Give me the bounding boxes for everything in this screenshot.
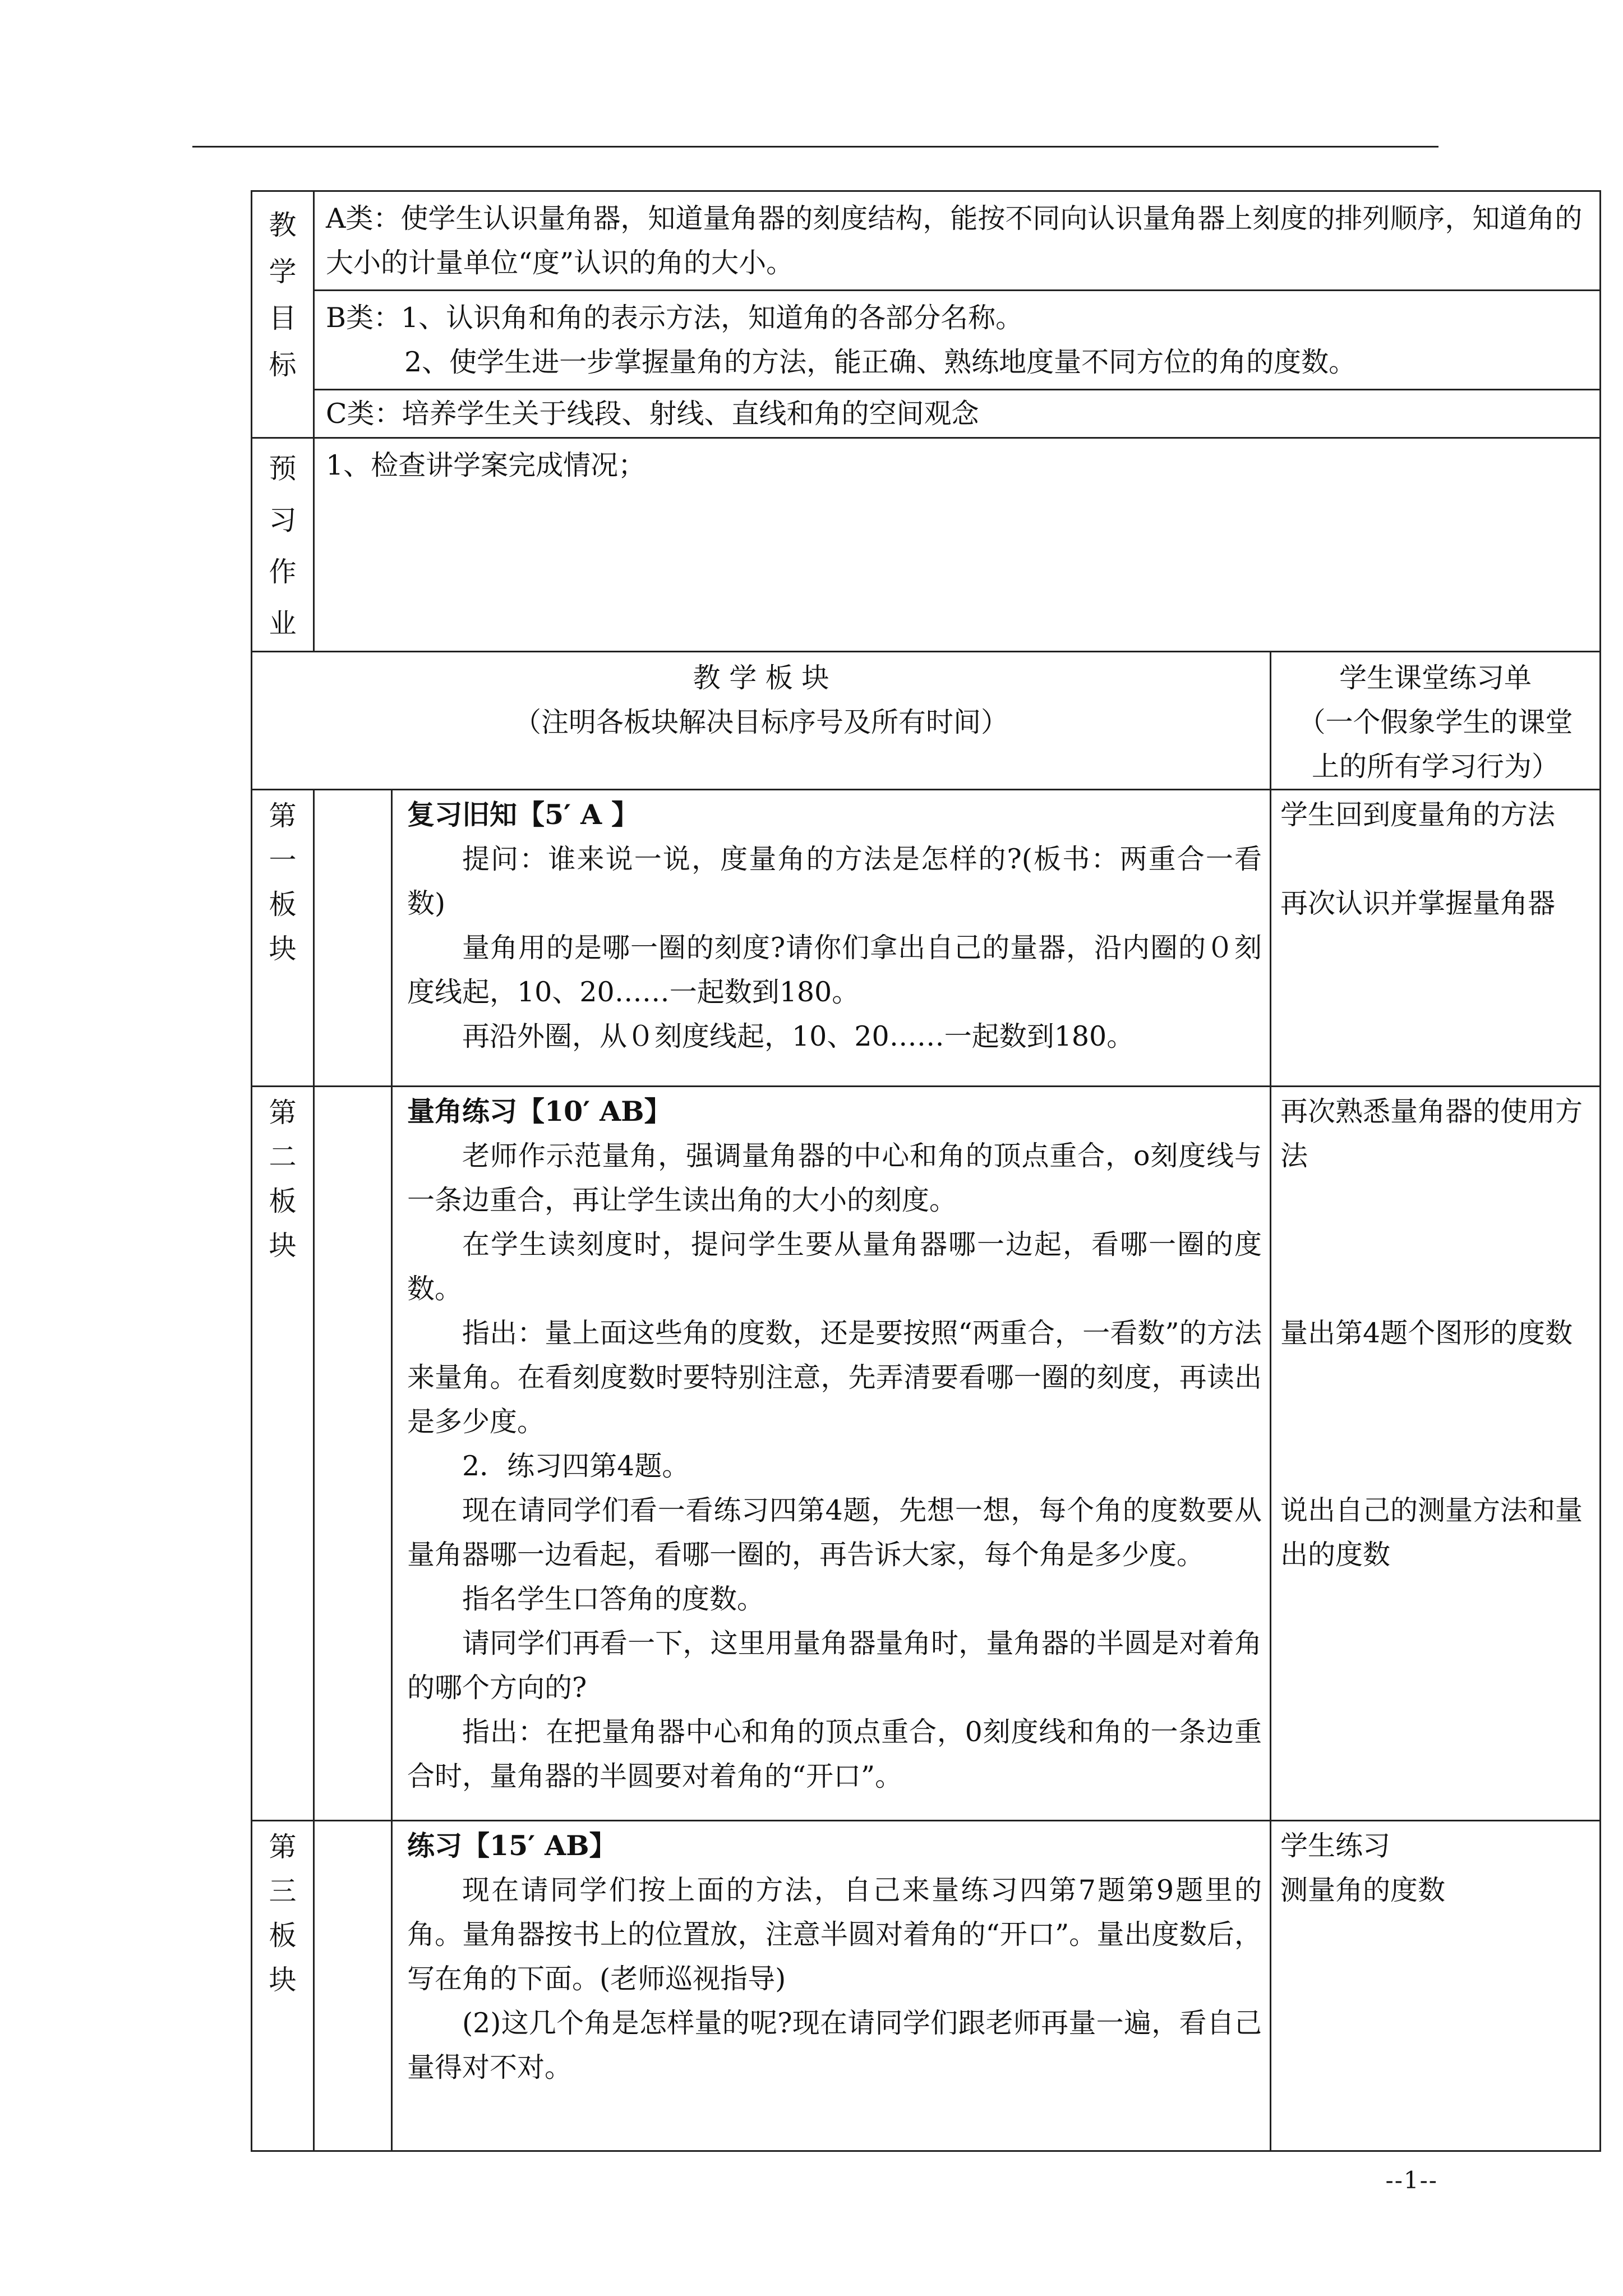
block-3-practice-item: 测量角的度数	[1280, 1874, 1446, 1906]
block-1-title: 复习旧知【5′ A 】	[407, 798, 639, 831]
teaching-blocks-note: （注明各板块解决目标序号及所有时间）	[513, 706, 1008, 738]
block-label-char: 第	[269, 1831, 297, 1863]
block-2-paragraph: 老师作示范量角，强调量角器的中心和角的顶点重合，o刻度线与一条边重合，再让学生读出角的大小的刻度。	[407, 1140, 1262, 1216]
block-label-char: 块	[269, 1230, 297, 1262]
goal-c-text: C类：培养学生关于线段、射线、直线和角的空间观念	[326, 398, 979, 430]
goal-a-text: A类：使学生认识量角器，知道量角器的刻度结构，能按不同向认识量角器上刻度的排列顺序，知道角的大小的计量单位“度”认识的角的大小。	[326, 203, 1583, 279]
goal-b-cell	[314, 291, 1601, 390]
goals-label-char: 教	[269, 209, 297, 241]
goals-label-char: 学	[269, 256, 297, 288]
block-label-char: 第	[269, 800, 297, 832]
block-label-char: 一	[269, 844, 297, 876]
preview-label-char: 预	[269, 453, 297, 485]
block-2-spacer	[314, 1087, 392, 1821]
block-3-paragraph: 现在请同学们按上面的方法，自己来量练习四第7题第9题里的角。量角器按书上的位置放，注意半圆对着角的“开口”。量出度数后，写在角的下面。(老师巡视指导)	[407, 1874, 1262, 1995]
header-rule	[192, 146, 1438, 148]
preview-label-char: 习	[269, 504, 297, 536]
practice-sheet-note-2: 上的所有学习行为）	[1312, 751, 1560, 783]
block-2-content	[392, 1087, 1271, 1821]
page-number: --1--	[1385, 2166, 1438, 2194]
goal-c-cell	[314, 390, 1601, 438]
practice-sheet-title: 学生课堂练习单	[1339, 662, 1532, 694]
block-2-paragraph: 2．练习四第4题。	[462, 1450, 690, 1482]
preview-label	[252, 438, 314, 652]
teaching-blocks-header	[252, 652, 1271, 790]
block-2-paragraph: 指出：量上面这些角的度数，还是要按照“两重合，一看数”的方法来量角。在看刻度数时要特别注意，先弄清要看哪一圈的刻度，再读出是多少度。	[407, 1317, 1262, 1438]
block-1-label	[252, 790, 314, 1087]
block-2-paragraph: 在学生读刻度时，提问学生要从量角器哪一边起，看哪一圈的度数。	[407, 1228, 1262, 1305]
teaching-blocks-title: 教 学 板 块	[693, 662, 829, 694]
goal-b-line-2: 2、使学生进一步掌握量角的方法，能正确、熟练地度量不同方位的角的度数。	[404, 346, 1357, 378]
block-1-paragraph: 量角用的是哪一圈的刻度?请你们拿出自己的量器，沿内圈的０刻度线起，10、20……一起数到180。	[407, 932, 1262, 1008]
goal-b-line-1: B类：1、认识角和角的表示方法，知道角的各部分名称。	[326, 302, 1023, 334]
goal-a-cell	[314, 191, 1601, 291]
block-2-title: 量角练习【10′ AB】	[407, 1095, 672, 1128]
block-1-spacer	[314, 790, 392, 1087]
column-header-row	[252, 652, 1601, 790]
block-3-spacer	[314, 1821, 392, 2151]
goal-row-c	[252, 390, 1601, 438]
block-3-row	[252, 1821, 1601, 2151]
block-1-practice	[1271, 790, 1601, 1087]
block-label-char: 板	[269, 1920, 297, 1952]
goals-label	[252, 191, 314, 438]
block-1-content	[392, 790, 1271, 1087]
preview-cell	[314, 438, 1601, 652]
block-3-title: 练习【15′ AB】	[407, 1829, 617, 1862]
goal-row-b	[252, 291, 1601, 390]
practice-sheet-header	[1271, 652, 1601, 790]
block-2-practice-item: 说出自己的测量方法和量出的度数	[1280, 1494, 1583, 1571]
goals-label-char: 标	[269, 349, 297, 381]
block-2-paragraph: 请同学们再看一下，这里用量角器量角时，量角器的半圆是对着角的哪个方向的?	[407, 1627, 1262, 1704]
preview-label-char: 业	[269, 608, 297, 639]
preview-label-char: 作	[269, 556, 297, 588]
block-1-paragraph: 再沿外圈，从０刻度线起，10、20……一起数到180。	[462, 1020, 1135, 1052]
preview-text: 1、检查讲学案完成情况；	[326, 449, 646, 481]
block-3-practice	[1271, 1821, 1601, 2151]
block-label-char: 块	[269, 933, 297, 965]
goals-label-char: 目	[269, 302, 297, 334]
block-label-char: 块	[269, 1964, 297, 1996]
block-2-practice-item: 量出第4题个图形的度数	[1280, 1317, 1573, 1349]
block-label-char: 二	[269, 1141, 297, 1173]
block-2-practice-item: 再次熟悉量角器的使用方法	[1280, 1096, 1583, 1172]
block-3-content	[392, 1821, 1271, 2151]
block-3-practice-item: 学生练习	[1280, 1830, 1391, 1862]
block-2-paragraph: 指名学生口答角的度数。	[462, 1583, 765, 1615]
block-1-row	[252, 790, 1601, 1087]
goal-row-a	[252, 191, 1601, 291]
block-2-row	[252, 1087, 1601, 1821]
block-2-paragraph: 指出：在把量角器中心和角的顶点重合，0刻度线和角的一条边重合时，量角器的半圆要对着角的“开口”。	[407, 1716, 1262, 1792]
block-label-char: 板	[269, 1185, 297, 1217]
block-1-paragraph: 提问：谁来说一说，度量角的方法是怎样的?(板书：两重合一看数)	[407, 843, 1262, 919]
block-1-practice-item: 再次认识并掌握量角器	[1280, 887, 1556, 919]
block-label-char: 板	[269, 889, 297, 921]
block-label-char: 三	[269, 1875, 297, 1907]
block-2-practice	[1271, 1087, 1601, 1821]
practice-sheet-note-1: （一个假象学生的课堂	[1298, 706, 1573, 738]
block-3-label	[252, 1821, 314, 2151]
block-2-label	[252, 1087, 314, 1821]
preview-row	[252, 438, 1601, 652]
block-3-paragraph: (2)这几个角是怎样量的呢?现在请同学们跟老师再量一遍，看自己量得对不对。	[407, 2007, 1262, 2083]
block-2-paragraph: 现在请同学们看一看练习四第4题，先想一想，每个角的度数要从量角器哪一边看起，看哪一圈的，再告诉大家，每个角是多少度。	[407, 1494, 1262, 1571]
block-label-char: 第	[269, 1097, 297, 1129]
block-1-practice-item: 学生回到度量角的方法	[1280, 799, 1556, 831]
lesson-plan-table	[251, 190, 1601, 2152]
